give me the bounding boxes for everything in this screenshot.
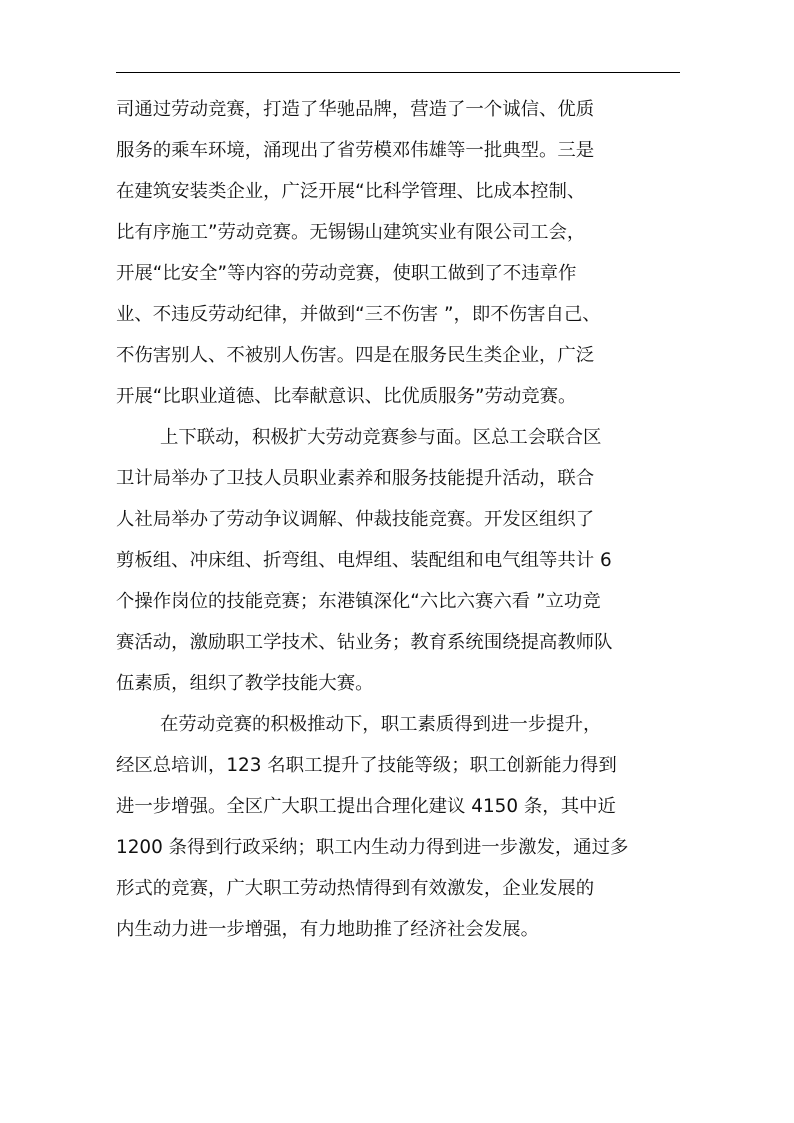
text-line: 1200 条得到行政采纳；职工内生动力得到进一步激发，通过多 bbox=[116, 837, 629, 858]
header-rule bbox=[116, 72, 680, 73]
text-line: 形式的竞赛，广大职工劳动热情得到有效激发，企业发展的 bbox=[116, 878, 595, 899]
text-line: 个操作岗位的技能竞赛；东港镇深化“六比六赛六看 ”立功竞 bbox=[116, 591, 601, 612]
text-line: 进一步增强。全区广大职工提出合理化建议 4150 条，其中近 bbox=[116, 796, 616, 817]
text-line: 内生动力进一步增强，有力地助推了经济社会发展。 bbox=[116, 919, 539, 940]
paragraph-first-line: 上下联动，积极扩大劳动竞赛参与面。区总工会联合区 bbox=[160, 427, 602, 448]
text-line: 开展“比职业道德、比奉献意识、比优质服务”劳动竞赛。 bbox=[116, 386, 577, 407]
text-line: 人社局举办了劳动争议调解、仲裁技能竞赛。开发区组织了 bbox=[116, 509, 595, 530]
text-line: 开展“比安全”等内容的劳动竞赛，使职工做到了不违章作 bbox=[116, 263, 577, 284]
text-line: 比有序施工”劳动竞赛。无锡锡山建筑实业有限公司工会， bbox=[116, 222, 586, 243]
text-line: 经区总培训，123 名职工提升了技能等级；职工创新能力得到 bbox=[116, 755, 617, 776]
text-line: 不伤害别人、不被别人伤害。四是在服务民生类企业，广泛 bbox=[116, 345, 595, 366]
text-line: 在建筑安装类企业，广泛开展“比科学管理、比成本控制、 bbox=[116, 181, 586, 202]
text-line: 伍素质，组织了教学技能大赛。 bbox=[116, 673, 374, 694]
text-line: 赛活动，激励职工学技术、钻业务；教育系统围绕提高教师队 bbox=[116, 632, 613, 653]
text-line: 司通过劳动竞赛，打造了华驰品牌，营造了一个诚信、优质 bbox=[116, 99, 595, 120]
text-line: 卫计局举办了卫技人员职业素养和服务技能提升活动，联合 bbox=[116, 468, 595, 489]
paragraph-first-line: 在劳动竞赛的积极推动下，职工素质得到进一步提升， bbox=[160, 714, 602, 735]
text-line: 服务的乘车环境，涌现出了省劳模邓伟雄等一批典型。三是 bbox=[116, 140, 595, 161]
text-line: 剪板组、冲床组、折弯组、电焊组、装配组和电气组等共计 6 bbox=[116, 550, 612, 571]
text-line: 业、不违反劳动纪律，并做到“三不伤害 ”，即不伤害自己、 bbox=[116, 304, 601, 325]
body-text bbox=[116, 89, 680, 950]
